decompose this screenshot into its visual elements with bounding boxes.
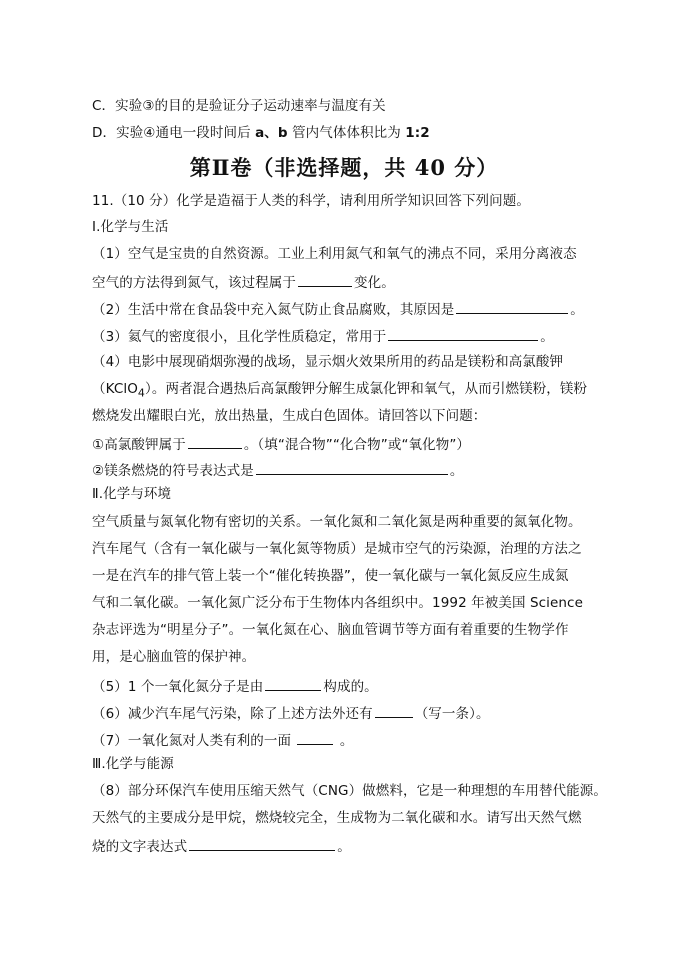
- q1-line2b-text: 变化。: [354, 275, 395, 291]
- q4-line1: [92, 353, 563, 371]
- q11-intro: [92, 192, 530, 210]
- q8-line2-text: 天然气的主要成分是甲烷，燃烧较完全，生成物为二氧化碳和水。请写出天然气燃: [92, 810, 582, 826]
- q4-line2: [92, 380, 587, 403]
- q11-intro-text: 11.（10 分）化学是造福于人类的科学，请利用所学知识回答下列问题。: [92, 193, 530, 209]
- env-p2: [92, 540, 582, 558]
- q4-sub1: [92, 434, 470, 454]
- q8-line2: [92, 809, 582, 827]
- q4-line3: [92, 407, 486, 425]
- env-p2-text: 汽车尾气（含有一氧化碳与一氧化氮等物质）是城市空气的污染源，治理的方法之: [92, 541, 582, 557]
- q6-answer-blank[interactable]: [375, 703, 413, 718]
- q5-answer-blank[interactable]: [265, 676, 321, 691]
- q6-line: [92, 703, 490, 723]
- q5b-text: 构成的。: [323, 679, 378, 695]
- env-p5: [92, 621, 569, 639]
- q4-sub2a-text: ②镁条燃烧的符号表达式是: [92, 463, 254, 479]
- q2-answer-blank[interactable]: [456, 299, 568, 314]
- env-p3-text: 一是在汽车的排气管上装一个“催化转换器”，使一氧化碳与一氧化氮反应生成氮: [92, 568, 569, 584]
- part3-heading-text: Ⅲ.化学与能源: [92, 756, 174, 772]
- part1-heading-text: Ⅰ.化学与生活: [92, 219, 169, 235]
- q2a-text: （2）生活中常在食品袋中充入氮气防止食品腐败，其原因是: [92, 302, 455, 318]
- q7b-text: 。: [335, 733, 354, 749]
- option-d-prefix: D．实验④通电一段时间后: [92, 125, 256, 141]
- q4-line2b-text: ）。两者混合遇热后高氯酸钾分解生成氯化钾和氧气，从而引燃镁粉，镁粉: [145, 381, 588, 397]
- q2-line: [92, 299, 584, 319]
- env-p4: [92, 594, 583, 612]
- q4-sub1-answer-blank[interactable]: [188, 434, 242, 449]
- option-d-ab: a、b: [255, 125, 288, 141]
- q2b-text: 。: [570, 302, 584, 318]
- option-c: [92, 97, 386, 115]
- option-d: [92, 124, 430, 142]
- q4-line1-text: （4）电影中展现硝烟弥漫的战场，显示烟火效果所用的药品是镁粉和高氯酸钾: [92, 354, 564, 370]
- env-p6-text: 用，是心脑血管的保护神。: [92, 649, 256, 665]
- q6a-text: （6）减少汽车尾气污染，除了上述方法外还有: [92, 706, 373, 722]
- q7-line: [92, 730, 353, 750]
- part3-heading: [92, 755, 174, 773]
- q1-line1: [92, 245, 577, 263]
- q3b-text: 。: [540, 329, 554, 345]
- option-c-text: C．实验③的目的是验证分子运动速率与温度有关: [92, 98, 386, 114]
- q5-line: [92, 676, 378, 696]
- q4-line2-subscript: 4: [137, 386, 146, 400]
- q3-line: [92, 326, 554, 346]
- q1-line2a-text: 空气的方法得到氮气，该过程属于: [92, 275, 296, 291]
- env-p3: [92, 567, 569, 585]
- q4-sub1a-text: ①高氯酸钾属于: [92, 437, 186, 453]
- q4-sub2-answer-blank[interactable]: [256, 460, 448, 475]
- env-p1-text: 空气质量与氮氧化物有密切的关系。一氧化氮和二氧化氮是两种重要的氮氧化物。: [92, 514, 582, 530]
- q3a-text: （3）氦气的密度很小，且化学性质稳定，常用于: [92, 329, 387, 345]
- part2-heading: [92, 485, 171, 503]
- q6b-text: （写一条）。: [414, 706, 490, 722]
- q4-line2a-text: （KClO: [92, 381, 138, 397]
- q1-answer-blank[interactable]: [298, 272, 352, 287]
- env-p5-text: 杂志评选为“明星分子”。一氧化氮在心、脑血管调节等方面有着重要的生物学作: [92, 622, 569, 638]
- q5a-text: （5）1 个一氧化氮分子是由: [92, 679, 264, 695]
- env-p1: [92, 513, 582, 531]
- q4-sub1b-text: 。（填“混合物”“化合物”或“氧化物”）: [243, 437, 471, 453]
- q1-line1-text: （1）空气是宝贵的自然资源。工业上利用氮气和氧气的沸点不同，采用分离液态: [92, 246, 577, 262]
- q4-sub2b-text: 。: [449, 463, 464, 479]
- env-p6: [92, 648, 255, 666]
- q8-line3: [92, 836, 351, 856]
- option-d-mid: 管内气体体积比为: [287, 125, 406, 141]
- q7-answer-blank[interactable]: [297, 730, 333, 745]
- env-p4-text: 气和二氧化碳。一氧化氮广泛分布于生物体内各组织中。1992 年被美国 Science: [92, 595, 583, 611]
- q1-line2: [92, 272, 395, 292]
- q8-answer-blank[interactable]: [189, 836, 335, 851]
- q4-sub2: [92, 460, 463, 480]
- part1-heading: [92, 218, 168, 236]
- q8-line3a-text: 烧的文字表达式: [92, 839, 188, 855]
- q8-line1: [92, 782, 607, 800]
- q3-answer-blank[interactable]: [388, 326, 538, 341]
- q4-line3-text: 燃烧发出耀眼白光，放出热量，生成白色固体。请回答以下问题：: [92, 408, 487, 424]
- section-title: 第Ⅱ卷（非选择题，共 40 分）: [189, 155, 499, 180]
- q7a-text: （7）一氧化氮对人类有利的一面: [92, 733, 296, 749]
- q8-line3b-text: 。: [337, 839, 351, 855]
- option-d-ratio: 1:2: [405, 125, 430, 141]
- part2-heading-text: Ⅱ.化学与环境: [92, 486, 172, 502]
- q8-line1-text: （8）部分环保汽车使用压缩天然气（CNG）做燃料，它是一种理想的车用替代能源。: [92, 783, 607, 799]
